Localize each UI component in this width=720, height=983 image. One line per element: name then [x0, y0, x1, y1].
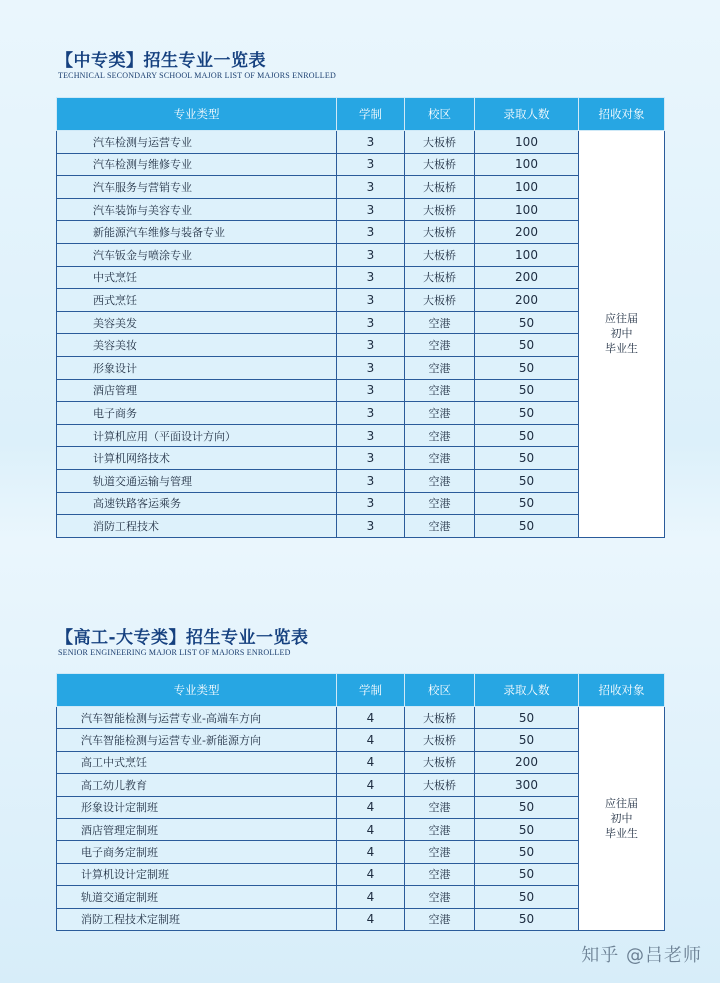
- table-row: [57, 841, 665, 863]
- years-cell: 4: [337, 863, 405, 885]
- major-name-cell: 汽车检测与维修专业: [57, 153, 337, 176]
- major-name-cell: 汽车智能检测与运营专业-新能源方向: [57, 729, 337, 751]
- campus-cell: 空港: [405, 447, 475, 470]
- target-cell: 应往届 初中 毕业生: [579, 707, 665, 931]
- count-cell: 50: [475, 841, 579, 863]
- campus-cell: 空港: [405, 818, 475, 840]
- count-cell: 50: [475, 886, 579, 908]
- count-cell: 200: [475, 289, 579, 312]
- count-cell: 50: [475, 379, 579, 402]
- years-cell: 3: [337, 356, 405, 379]
- count-cell: 50: [475, 707, 579, 729]
- table-row: [57, 729, 665, 751]
- count-cell: 50: [475, 796, 579, 818]
- table-row: [57, 356, 665, 379]
- years-cell: 3: [337, 379, 405, 402]
- col-header-target: 招收对象: [579, 98, 665, 131]
- table-row: [57, 221, 665, 244]
- years-cell: 3: [337, 221, 405, 244]
- campus-cell: 大板桥: [405, 751, 475, 773]
- major-name-cell: 电子商务定制班: [57, 841, 337, 863]
- table-row: [57, 198, 665, 221]
- years-cell: 3: [337, 266, 405, 289]
- campus-cell: 空港: [405, 841, 475, 863]
- campus-cell: 空港: [405, 379, 475, 402]
- campus-cell: 空港: [405, 863, 475, 885]
- section1-subtitle: TECHNICAL SECONDARY SCHOOL MAJOR LIST OF MAJORS ENROLLED: [58, 71, 336, 80]
- count-cell: 50: [475, 356, 579, 379]
- major-name-cell: 新能源汽车维修与装备专业: [57, 221, 337, 244]
- years-cell: 4: [337, 707, 405, 729]
- count-cell: 50: [475, 515, 579, 538]
- count-cell: 100: [475, 153, 579, 176]
- campus-cell: 大板桥: [405, 243, 475, 266]
- major-name-cell: 西式烹饪: [57, 289, 337, 312]
- count-cell: 200: [475, 266, 579, 289]
- major-name-cell: 高工幼儿教育: [57, 774, 337, 796]
- years-cell: 3: [337, 492, 405, 515]
- table-row: [57, 176, 665, 199]
- table-row: [57, 774, 665, 796]
- campus-cell: 空港: [405, 402, 475, 425]
- table-row: [57, 289, 665, 312]
- major-name-cell: 形象设计定制班: [57, 796, 337, 818]
- col-header-target: 招收对象: [579, 674, 665, 707]
- campus-cell: 空港: [405, 492, 475, 515]
- col-header-major: 专业类型: [57, 674, 337, 707]
- years-cell: 3: [337, 153, 405, 176]
- major-name-cell: 美容美妆: [57, 334, 337, 357]
- count-cell: 50: [475, 424, 579, 447]
- target-cell: 应往届 初中 毕业生: [579, 131, 665, 538]
- table-row: [57, 131, 665, 154]
- years-cell: 3: [337, 402, 405, 425]
- table-row: [57, 379, 665, 402]
- campus-cell: 大板桥: [405, 266, 475, 289]
- years-cell: 3: [337, 176, 405, 199]
- count-cell: 50: [475, 729, 579, 751]
- table-row: [57, 796, 665, 818]
- table-row: [57, 515, 665, 538]
- count-cell: 50: [475, 311, 579, 334]
- years-cell: 3: [337, 243, 405, 266]
- major-name-cell: 计算机设计定制班: [57, 863, 337, 885]
- table-row: [57, 818, 665, 840]
- major-name-cell: 电子商务: [57, 402, 337, 425]
- table-row: [57, 492, 665, 515]
- years-cell: 4: [337, 751, 405, 773]
- section2-subtitle: SENIOR ENGINEERING MAJOR LIST OF MAJORS ENROLLED: [58, 648, 291, 657]
- table-row: [57, 424, 665, 447]
- major-name-cell: 汽车装饰与美容专业: [57, 198, 337, 221]
- campus-cell: 大板桥: [405, 707, 475, 729]
- count-cell: 50: [475, 402, 579, 425]
- col-header-years: 学制: [337, 98, 405, 131]
- count-cell: 300: [475, 774, 579, 796]
- table-row: [57, 334, 665, 357]
- years-cell: 4: [337, 796, 405, 818]
- table-row: [57, 266, 665, 289]
- table-row: [57, 447, 665, 470]
- campus-cell: 大板桥: [405, 131, 475, 154]
- count-cell: 200: [475, 221, 579, 244]
- college-major-table: [56, 673, 665, 931]
- col-header-count: 录取人数: [475, 674, 579, 707]
- years-cell: 4: [337, 841, 405, 863]
- years-cell: 3: [337, 334, 405, 357]
- col-header-major: 专业类型: [57, 98, 337, 131]
- count-cell: 50: [475, 492, 579, 515]
- count-cell: 100: [475, 198, 579, 221]
- secondary-table-body: [57, 131, 665, 538]
- campus-cell: 空港: [405, 908, 475, 930]
- table-row: [57, 243, 665, 266]
- years-cell: 3: [337, 289, 405, 312]
- years-cell: 3: [337, 131, 405, 154]
- count-cell: 100: [475, 176, 579, 199]
- years-cell: 4: [337, 774, 405, 796]
- years-cell: 4: [337, 908, 405, 930]
- major-name-cell: 酒店管理: [57, 379, 337, 402]
- table-header-row: [57, 674, 665, 707]
- count-cell: 200: [475, 751, 579, 773]
- count-cell: 100: [475, 131, 579, 154]
- major-name-cell: 计算机网络技术: [57, 447, 337, 470]
- campus-cell: 空港: [405, 356, 475, 379]
- table-row: [57, 707, 665, 729]
- campus-cell: 空港: [405, 334, 475, 357]
- col-header-count: 录取人数: [475, 98, 579, 131]
- major-name-cell: 汽车服务与营销专业: [57, 176, 337, 199]
- count-cell: 50: [475, 818, 579, 840]
- table-row: [57, 469, 665, 492]
- major-name-cell: 美容美发: [57, 311, 337, 334]
- table-row: [57, 311, 665, 334]
- years-cell: 3: [337, 447, 405, 470]
- college-table-body: [57, 707, 665, 931]
- years-cell: 3: [337, 469, 405, 492]
- table-row: [57, 863, 665, 885]
- campus-cell: 大板桥: [405, 221, 475, 244]
- table-row: [57, 751, 665, 773]
- count-cell: 50: [475, 447, 579, 470]
- campus-cell: 空港: [405, 796, 475, 818]
- secondary-major-table: [56, 97, 665, 538]
- years-cell: 4: [337, 886, 405, 908]
- campus-cell: 大板桥: [405, 153, 475, 176]
- years-cell: 3: [337, 515, 405, 538]
- table-header-row: [57, 98, 665, 131]
- major-name-cell: 汽车检测与运营专业: [57, 131, 337, 154]
- campus-cell: 空港: [405, 515, 475, 538]
- table-row: [57, 908, 665, 930]
- zhihu-watermark: 知乎 @吕老师: [581, 945, 702, 966]
- major-name-cell: 汽车钣金与喷涂专业: [57, 243, 337, 266]
- table-row: [57, 153, 665, 176]
- table-row: [57, 402, 665, 425]
- years-cell: 3: [337, 424, 405, 447]
- major-name-cell: 计算机应用（平面设计方向）: [57, 424, 337, 447]
- count-cell: 50: [475, 908, 579, 930]
- years-cell: 4: [337, 818, 405, 840]
- campus-cell: 大板桥: [405, 176, 475, 199]
- years-cell: 3: [337, 311, 405, 334]
- col-header-campus: 校区: [405, 98, 475, 131]
- count-cell: 50: [475, 469, 579, 492]
- major-name-cell: 消防工程技术定制班: [57, 908, 337, 930]
- count-cell: 50: [475, 863, 579, 885]
- campus-cell: 大板桥: [405, 729, 475, 751]
- major-name-cell: 高工中式烹饪: [57, 751, 337, 773]
- campus-cell: 空港: [405, 424, 475, 447]
- major-name-cell: 中式烹饪: [57, 266, 337, 289]
- campus-cell: 大板桥: [405, 774, 475, 796]
- campus-cell: 空港: [405, 886, 475, 908]
- major-name-cell: 形象设计: [57, 356, 337, 379]
- major-name-cell: 消防工程技术: [57, 515, 337, 538]
- count-cell: 100: [475, 243, 579, 266]
- major-name-cell: 轨道交通运输与管理: [57, 469, 337, 492]
- major-name-cell: 汽车智能检测与运营专业-高端车方向: [57, 707, 337, 729]
- table-row: [57, 886, 665, 908]
- campus-cell: 空港: [405, 469, 475, 492]
- years-cell: 3: [337, 198, 405, 221]
- years-cell: 4: [337, 729, 405, 751]
- major-name-cell: 酒店管理定制班: [57, 818, 337, 840]
- campus-cell: 大板桥: [405, 198, 475, 221]
- campus-cell: 大板桥: [405, 289, 475, 312]
- section2-title: 【高工-大专类】招生专业一览表: [56, 628, 309, 648]
- col-header-years: 学制: [337, 674, 405, 707]
- col-header-campus: 校区: [405, 674, 475, 707]
- count-cell: 50: [475, 334, 579, 357]
- major-name-cell: 高速铁路客运乘务: [57, 492, 337, 515]
- major-name-cell: 轨道交通定制班: [57, 886, 337, 908]
- campus-cell: 空港: [405, 311, 475, 334]
- section1-title: 【中专类】招生专业一览表: [56, 51, 266, 71]
